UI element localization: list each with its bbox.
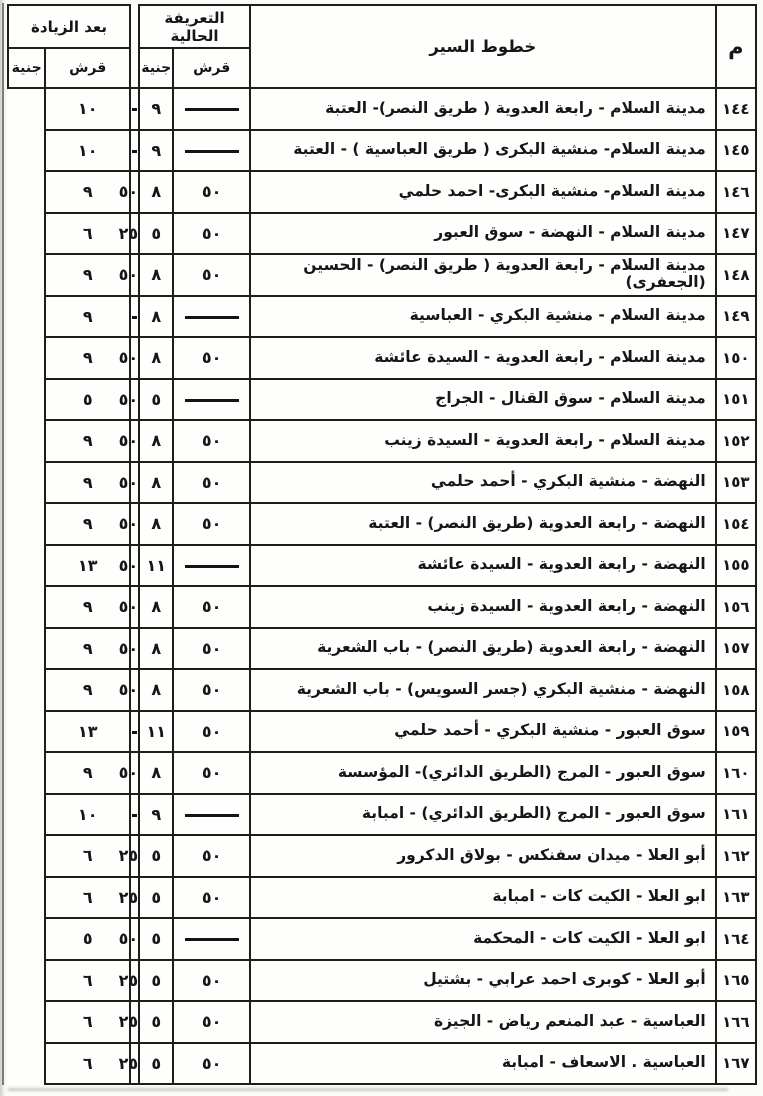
table-row bbox=[8, 1001, 756, 1043]
table-row bbox=[8, 296, 756, 338]
table-row bbox=[8, 918, 756, 960]
row-serial: ١٥٣ bbox=[716, 462, 756, 504]
after-qirsh-value: ٥٠ bbox=[130, 586, 139, 628]
after-qirsh-value: ٢٥ bbox=[130, 835, 139, 877]
route-name: النهضة - منشية البكري (جسر السويس) - باب الشعرية bbox=[250, 669, 716, 711]
header-current-qirsh: قرش bbox=[173, 48, 250, 88]
route-name: مدينة السلام - سوق القنال - الجراج bbox=[250, 379, 716, 421]
after-geneih-value: ٥ bbox=[45, 918, 130, 960]
current-qirsh-value: ٥٠ bbox=[173, 669, 250, 711]
after-qirsh-value: ٥٠ bbox=[130, 254, 139, 296]
current-geneih-value: ٥ bbox=[139, 918, 173, 960]
current-qirsh-value bbox=[173, 296, 250, 338]
current-qirsh-value bbox=[173, 379, 250, 421]
after-qirsh-value: ٥٠ bbox=[130, 669, 139, 711]
after-geneih-value: ١٣ bbox=[45, 545, 130, 587]
after-qirsh-value: ٥٠ bbox=[130, 628, 139, 670]
current-qirsh-value: ٥٠ bbox=[173, 420, 250, 462]
after-qirsh-value: ٥٠ bbox=[130, 752, 139, 794]
dash-line bbox=[185, 938, 239, 941]
table-row bbox=[8, 586, 756, 628]
after-qirsh-value: ٢٥ bbox=[130, 960, 139, 1002]
current-geneih-value: ٩ bbox=[139, 88, 173, 130]
dash-line bbox=[185, 814, 239, 817]
current-qirsh-value bbox=[173, 545, 250, 587]
route-name: سوق العبور - منشية البكري - أحمد حلمي bbox=[250, 711, 716, 753]
after-geneih-value: ٩ bbox=[45, 337, 130, 379]
header-current-geneih: جنية bbox=[139, 48, 173, 88]
after-geneih-value: ٩ bbox=[45, 586, 130, 628]
dash-line bbox=[132, 150, 137, 153]
route-name: النهضة - رابعة العدوية - السيدة عائشة bbox=[250, 545, 716, 587]
route-name: العباسية - عبد المنعم رياض - الجيزة bbox=[250, 1001, 716, 1043]
table-row bbox=[8, 711, 756, 753]
current-geneih-value: ٨ bbox=[139, 254, 173, 296]
table-row bbox=[8, 130, 756, 172]
current-qirsh-value: ٥٠ bbox=[173, 960, 250, 1002]
current-qirsh-value: ٥٠ bbox=[173, 1043, 250, 1085]
route-name: سوق العبور - المرج (الطريق الدائري) - امبابة bbox=[250, 794, 716, 836]
row-serial: ١٤٩ bbox=[716, 296, 756, 338]
after-qirsh-value: ٥٠ bbox=[130, 918, 139, 960]
row-serial: ١٦٢ bbox=[716, 835, 756, 877]
after-geneih-value: ٥ bbox=[45, 379, 130, 421]
row-serial: ١٦٥ bbox=[716, 960, 756, 1002]
current-geneih-value: ٥ bbox=[139, 960, 173, 1002]
current-qirsh-value bbox=[173, 130, 250, 172]
after-geneih-value: ٩ bbox=[45, 462, 130, 504]
after-qirsh-value: ٥٠ bbox=[130, 420, 139, 462]
row-serial: ١٥٩ bbox=[716, 711, 756, 753]
dash-line bbox=[132, 108, 137, 111]
current-geneih-value: ٥ bbox=[139, 877, 173, 919]
after-geneih-value: ٩ bbox=[45, 752, 130, 794]
after-geneih-value: ١٠ bbox=[45, 794, 130, 836]
header-serial: م bbox=[716, 5, 756, 88]
table-row bbox=[8, 628, 756, 670]
row-serial: ١٤٨ bbox=[716, 254, 756, 296]
current-qirsh-value: ٥٠ bbox=[173, 628, 250, 670]
route-name: ابو العلا - الكيت كات - المحكمة bbox=[250, 918, 716, 960]
after-geneih-value: ٦ bbox=[45, 1001, 130, 1043]
after-qirsh-value: ٢٥ bbox=[130, 1001, 139, 1043]
header-after-geneih: جنية bbox=[8, 48, 45, 88]
after-qirsh-value: ٢٥ bbox=[130, 877, 139, 919]
after-qirsh-value: ٥٠ bbox=[130, 171, 139, 213]
header-routes: خطوط السير bbox=[250, 5, 716, 88]
row-serial: ١٥٠ bbox=[716, 337, 756, 379]
table-body bbox=[8, 88, 756, 1084]
route-name: مدينة السلام - منشية البكري - العباسية bbox=[250, 296, 716, 338]
route-name: مدينة السلام - رابعة العدوية - السيدة عائشة bbox=[250, 337, 716, 379]
column-group-gap bbox=[130, 5, 139, 88]
after-geneih-value: ٦ bbox=[45, 1043, 130, 1085]
after-geneih-value: ٩ bbox=[45, 254, 130, 296]
table-row bbox=[8, 752, 756, 794]
after-geneih-value: ١٠ bbox=[45, 130, 130, 172]
table-header bbox=[8, 5, 756, 88]
row-serial: ١٦٠ bbox=[716, 752, 756, 794]
current-qirsh-value: ٥٠ bbox=[173, 835, 250, 877]
current-geneih-value: ٨ bbox=[139, 669, 173, 711]
row-serial: ١٥٨ bbox=[716, 669, 756, 711]
current-geneih-value: ٥ bbox=[139, 835, 173, 877]
after-qirsh-value: ٥٠ bbox=[130, 379, 139, 421]
row-serial: ١٤٧ bbox=[716, 213, 756, 255]
after-geneih-value: ٦ bbox=[45, 213, 130, 255]
route-name: النهضة - رابعة العدوية - السيدة زينب bbox=[250, 586, 716, 628]
row-serial: ١٤٤ bbox=[716, 88, 756, 130]
table-row bbox=[8, 545, 756, 587]
current-geneih-value: ٨ bbox=[139, 296, 173, 338]
route-name: العباسية . الاسعاف - امبابة bbox=[250, 1043, 716, 1085]
row-serial: ١٥٢ bbox=[716, 420, 756, 462]
after-geneih-value: ٩ bbox=[45, 296, 130, 338]
table-row bbox=[8, 835, 756, 877]
current-geneih-value: ٨ bbox=[139, 337, 173, 379]
current-qirsh-value: ٥٠ bbox=[173, 462, 250, 504]
table-row bbox=[8, 503, 756, 545]
current-geneih-value: ٩ bbox=[139, 794, 173, 836]
after-geneih-value: ٩ bbox=[45, 628, 130, 670]
after-qirsh-value bbox=[130, 794, 139, 836]
after-qirsh-value bbox=[130, 296, 139, 338]
header-after-increase: بعد الزيادة bbox=[8, 5, 130, 48]
table-row bbox=[8, 794, 756, 836]
after-geneih-value: ٩ bbox=[45, 503, 130, 545]
row-serial: ١٥٦ bbox=[716, 586, 756, 628]
after-qirsh-value: ٥٠ bbox=[130, 545, 139, 587]
current-qirsh-value: ٥٠ bbox=[173, 337, 250, 379]
current-geneih-value: ٥ bbox=[139, 213, 173, 255]
current-geneih-value: ٥ bbox=[139, 1001, 173, 1043]
row-serial: ١٦١ bbox=[716, 794, 756, 836]
scan-outer-rule bbox=[2, 3, 4, 1085]
current-geneih-value: ٥ bbox=[139, 1043, 173, 1085]
table-row bbox=[8, 379, 756, 421]
table-row bbox=[8, 337, 756, 379]
route-name: مدينة السلام - رابعة العدوية ( طريق النصر)- العتبة bbox=[250, 88, 716, 130]
route-name: النهضة - منشية البكري - أحمد حلمي bbox=[250, 462, 716, 504]
table-row bbox=[8, 877, 756, 919]
scanned-page bbox=[7, 4, 757, 1085]
current-geneih-value: ٥ bbox=[139, 379, 173, 421]
current-qirsh-value: ٥٠ bbox=[173, 752, 250, 794]
current-qirsh-value: ٥٠ bbox=[173, 171, 250, 213]
current-geneih-value: ١١ bbox=[139, 545, 173, 587]
current-qirsh-value: ٥٠ bbox=[173, 1001, 250, 1043]
page-bottom-shadow bbox=[8, 1088, 728, 1091]
table-row bbox=[8, 213, 756, 255]
current-qirsh-value: ٥٠ bbox=[173, 254, 250, 296]
route-name: النهضة - رابعة العدوية (طريق النصر) - باب الشعرية bbox=[250, 628, 716, 670]
dash-line bbox=[185, 150, 239, 153]
route-name: أبو العلا - ميدان سفنكس - بولاق الدكرور bbox=[250, 835, 716, 877]
dash-line bbox=[185, 316, 239, 319]
route-name: مدينة السلام - النهضة - سوق العبور bbox=[250, 213, 716, 255]
table-row bbox=[8, 1043, 756, 1085]
row-serial: ١٦٦ bbox=[716, 1001, 756, 1043]
header-current-tariff: التعريفة الحالية bbox=[139, 5, 250, 48]
current-geneih-value: ٨ bbox=[139, 171, 173, 213]
route-name: أبو العلا - كوبرى احمد عرابي - بشتيل bbox=[250, 960, 716, 1002]
dash-line bbox=[185, 565, 239, 568]
after-qirsh-value bbox=[130, 130, 139, 172]
dash-line bbox=[185, 108, 239, 111]
after-qirsh-value: ٥٠ bbox=[130, 337, 139, 379]
after-geneih-value: ٩ bbox=[45, 669, 130, 711]
after-qirsh-value: ٢٥ bbox=[130, 213, 139, 255]
current-qirsh-value bbox=[173, 88, 250, 130]
tariff-table bbox=[7, 4, 757, 1085]
current-geneih-value: ١١ bbox=[139, 711, 173, 753]
table-row bbox=[8, 171, 756, 213]
dash-line bbox=[185, 399, 239, 402]
table-row bbox=[8, 960, 756, 1002]
after-qirsh-value bbox=[130, 711, 139, 753]
route-name: النهضة - رابعة العدوية (طريق النصر) - العتبة bbox=[250, 503, 716, 545]
after-geneih-value: ١٠ bbox=[45, 88, 130, 130]
after-geneih-value: ٩ bbox=[45, 420, 130, 462]
current-geneih-value: ٩ bbox=[139, 130, 173, 172]
dash-line bbox=[132, 814, 137, 817]
current-qirsh-value: ٥٠ bbox=[173, 711, 250, 753]
after-geneih-value: ٩ bbox=[45, 171, 130, 213]
after-qirsh-value: ٥٠ bbox=[130, 503, 139, 545]
route-name: سوق العبور - المرج (الطريق الدائري)- المؤسسة bbox=[250, 752, 716, 794]
after-qirsh-value: ٥٠ bbox=[130, 462, 139, 504]
after-geneih-value: ٦ bbox=[45, 960, 130, 1002]
current-geneih-value: ٨ bbox=[139, 586, 173, 628]
row-serial: ١٦٤ bbox=[716, 918, 756, 960]
row-serial: ١٤٦ bbox=[716, 171, 756, 213]
route-name: ابو العلا - الكيت كات - امبابة bbox=[250, 877, 716, 919]
route-name: مدينة السلام - رابعة العدوية ( طريق النصر) - الحسين (الجعفرى) bbox=[250, 254, 716, 296]
table-row bbox=[8, 669, 756, 711]
after-geneih-value: ٦ bbox=[45, 877, 130, 919]
route-name: مدينة السلام- منشية البكرى ( طريق العباسية ) - العتبة bbox=[250, 130, 716, 172]
after-geneih-value: ٦ bbox=[45, 835, 130, 877]
current-geneih-value: ٨ bbox=[139, 752, 173, 794]
current-geneih-value: ٨ bbox=[139, 503, 173, 545]
row-serial: ١٤٥ bbox=[716, 130, 756, 172]
after-qirsh-value: ٢٥ bbox=[130, 1043, 139, 1085]
table-row bbox=[8, 462, 756, 504]
table-row bbox=[8, 420, 756, 462]
current-qirsh-value bbox=[173, 794, 250, 836]
row-serial: ١٥٤ bbox=[716, 503, 756, 545]
table-row bbox=[8, 88, 756, 130]
current-geneih-value: ٨ bbox=[139, 628, 173, 670]
row-serial: ١٦٣ bbox=[716, 877, 756, 919]
route-name: مدينة السلام- منشية البكرى- احمد حلمي bbox=[250, 171, 716, 213]
current-geneih-value: ٨ bbox=[139, 462, 173, 504]
current-qirsh-value: ٥٠ bbox=[173, 877, 250, 919]
row-serial: ١٥١ bbox=[716, 379, 756, 421]
current-geneih-value: ٨ bbox=[139, 420, 173, 462]
current-qirsh-value: ٥٠ bbox=[173, 503, 250, 545]
current-qirsh-value: ٥٠ bbox=[173, 586, 250, 628]
current-qirsh-value bbox=[173, 918, 250, 960]
row-serial: ١٥٥ bbox=[716, 545, 756, 587]
route-name: مدينة السلام - رابعة العدوية - السيدة زينب bbox=[250, 420, 716, 462]
row-serial: ١٦٧ bbox=[716, 1043, 756, 1085]
table-row bbox=[8, 254, 756, 296]
header-after-qirsh: قرش bbox=[45, 48, 130, 88]
after-geneih-value: ١٣ bbox=[45, 711, 130, 753]
dash-line bbox=[132, 316, 137, 319]
current-qirsh-value: ٥٠ bbox=[173, 213, 250, 255]
dash-line bbox=[132, 731, 137, 734]
after-qirsh-value bbox=[130, 88, 139, 130]
row-serial: ١٥٧ bbox=[716, 628, 756, 670]
